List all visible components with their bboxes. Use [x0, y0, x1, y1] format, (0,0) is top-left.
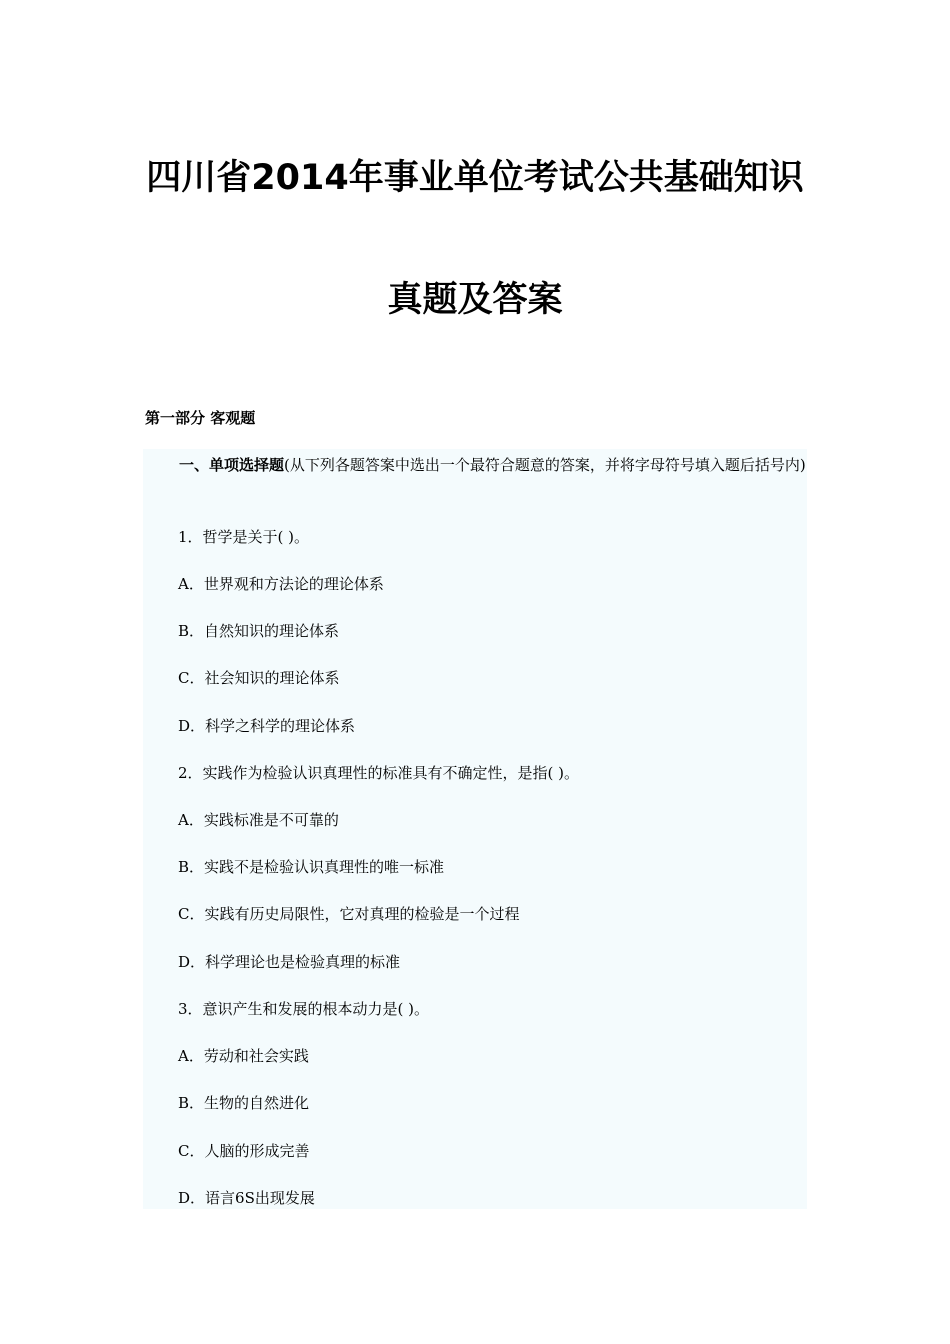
section-label: 一、单项选择题: [179, 456, 285, 474]
document-title-line-1: 四川省2014年事业单位考试公共基础知识: [146, 158, 804, 198]
question-block: [143, 449, 807, 1209]
question-2: 2．实践作为检验认识真理性的标准具有不确定性，是指( )。: [178, 764, 580, 782]
question-1-option-c: C．社会知识的理论体系: [178, 669, 340, 687]
section-instruction: [145, 453, 807, 477]
question-2-option-a: A．实践标准是不可靠的: [178, 811, 339, 829]
question-1: 1．哲学是关于( )。: [178, 528, 310, 546]
question-3-option-b: B．生物的自然进化: [178, 1094, 310, 1112]
question-2-option-c: C．实践有历史局限性，它对真理的检验是一个过程: [178, 905, 520, 923]
question-1-option-a: A．世界观和方法论的理论体系: [178, 575, 384, 593]
question-2-option-b: B．实践不是检验认识真理性的唯一标准: [178, 858, 445, 876]
section-instruction-text: (从下列各题答案中选出一个最符合题意的答案，并将字母符号填入题后括号内): [284, 456, 806, 474]
question-3-option-c: C．人脑的形成完善: [178, 1142, 310, 1160]
question-2-option-d: D．科学理论也是检验真理的标准: [178, 953, 401, 971]
part-heading: 第一部分 客观题: [145, 409, 256, 427]
question-1-option-d: D．科学之科学的理论体系: [178, 717, 356, 735]
question-3-option-a: A．劳动和社会实践: [178, 1047, 309, 1065]
question-3: 3．意识产生和发展的根本动力是( )。: [178, 1000, 430, 1018]
question-1-option-b: B．自然知识的理论体系: [178, 622, 340, 640]
document-title-line-2: 真题及答案: [387, 280, 563, 320]
question-3-option-d: D．语言6S出现发展: [178, 1189, 315, 1207]
